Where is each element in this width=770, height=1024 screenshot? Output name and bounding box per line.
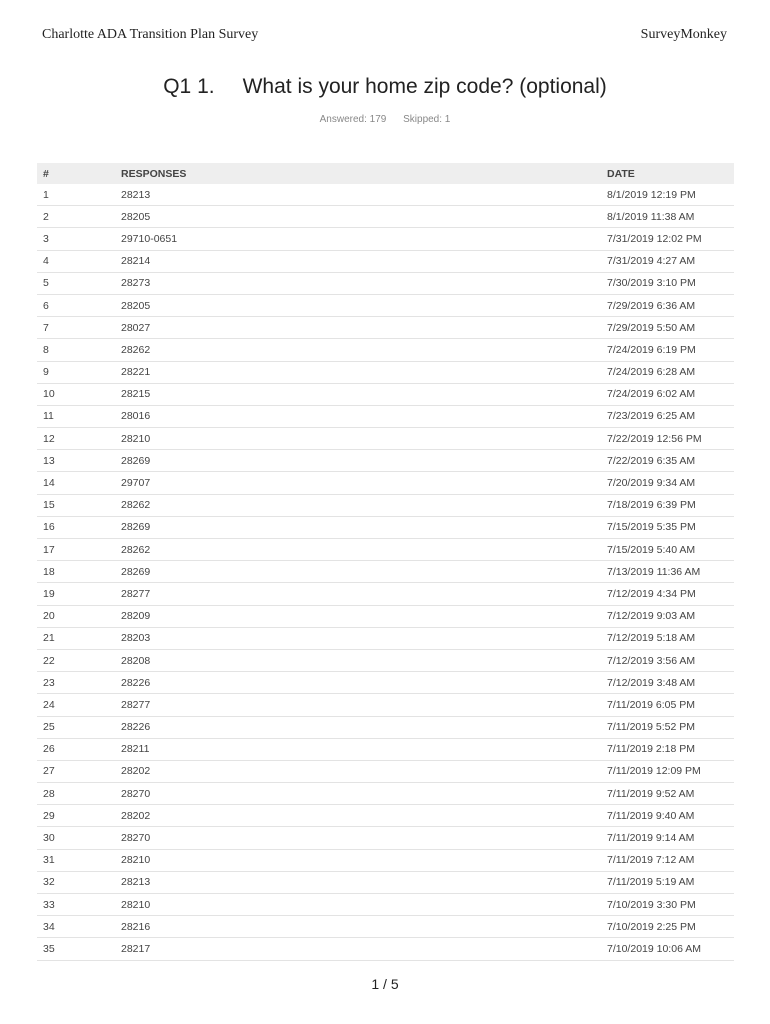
table-row (37, 894, 734, 916)
row-date: 7/11/2019 9:40 AM (601, 805, 734, 827)
row-response: 28221 (115, 361, 601, 383)
row-number: 35 (37, 938, 115, 960)
row-number: 7 (37, 317, 115, 339)
row-response: 28226 (115, 672, 601, 694)
table-header-row (37, 163, 734, 184)
table-row (37, 783, 734, 805)
table-row (37, 760, 734, 782)
row-response: 28270 (115, 783, 601, 805)
response-stats (0, 114, 770, 125)
row-date: 7/12/2019 4:34 PM (601, 583, 734, 605)
row-date: 7/23/2019 6:25 AM (601, 405, 734, 427)
document-title: Charlotte ADA Transition Plan Survey (42, 27, 259, 42)
row-date: 7/31/2019 12:02 PM (601, 228, 734, 250)
row-response: 28016 (115, 405, 601, 427)
table-row (37, 184, 734, 206)
table-row (37, 805, 734, 827)
table-row (37, 849, 734, 871)
row-number: 17 (37, 539, 115, 561)
table-row (37, 428, 734, 450)
row-number: 15 (37, 494, 115, 516)
row-date: 7/11/2019 6:05 PM (601, 694, 734, 716)
page-number: 1 / 5 (371, 976, 399, 992)
row-date: 7/11/2019 2:18 PM (601, 738, 734, 760)
row-response: 28027 (115, 317, 601, 339)
row-date: 7/11/2019 9:52 AM (601, 783, 734, 805)
table-row (37, 272, 734, 294)
row-response: 28211 (115, 738, 601, 760)
row-date: 7/10/2019 2:25 PM (601, 916, 734, 938)
table-row (37, 539, 734, 561)
row-number: 25 (37, 716, 115, 738)
row-date: 7/13/2019 11:36 AM (601, 561, 734, 583)
table-row (37, 228, 734, 250)
table-row (37, 583, 734, 605)
table-row (37, 472, 734, 494)
row-number: 27 (37, 760, 115, 782)
row-response: 28205 (115, 206, 601, 228)
table-row (37, 716, 734, 738)
row-date: 7/18/2019 6:39 PM (601, 494, 734, 516)
table-row (37, 206, 734, 228)
table-row (37, 605, 734, 627)
row-response: 28210 (115, 849, 601, 871)
row-number: 9 (37, 361, 115, 383)
row-response: 28213 (115, 871, 601, 893)
table-row (37, 339, 734, 361)
row-response: 28210 (115, 894, 601, 916)
brand-name: SurveyMonkey (640, 27, 727, 42)
table-row (37, 361, 734, 383)
row-number: 20 (37, 605, 115, 627)
row-date: 7/22/2019 6:35 AM (601, 450, 734, 472)
column-header-number: # (37, 163, 115, 184)
row-response: 28216 (115, 916, 601, 938)
table-row (37, 494, 734, 516)
row-number: 22 (37, 649, 115, 671)
row-number: 19 (37, 583, 115, 605)
row-date: 7/15/2019 5:40 AM (601, 539, 734, 561)
row-date: 7/24/2019 6:28 AM (601, 361, 734, 383)
column-header-date: DATE (601, 163, 734, 184)
row-response: 28214 (115, 250, 601, 272)
row-response: 28269 (115, 561, 601, 583)
row-number: 12 (37, 428, 115, 450)
row-response: 28277 (115, 583, 601, 605)
row-number: 23 (37, 672, 115, 694)
row-date: 7/20/2019 9:34 AM (601, 472, 734, 494)
row-number: 5 (37, 272, 115, 294)
row-date: 7/29/2019 6:36 AM (601, 294, 734, 316)
row-response: 28262 (115, 539, 601, 561)
table-row (37, 871, 734, 893)
row-date: 7/12/2019 5:18 AM (601, 627, 734, 649)
row-number: 6 (37, 294, 115, 316)
row-number: 18 (37, 561, 115, 583)
question-text: What is your home zip code? (optional) (242, 75, 607, 98)
row-date: 7/11/2019 7:12 AM (601, 849, 734, 871)
row-date: 7/31/2019 4:27 AM (601, 250, 734, 272)
table-row (37, 383, 734, 405)
table-row (37, 649, 734, 671)
table-row (37, 916, 734, 938)
row-number: 33 (37, 894, 115, 916)
row-number: 31 (37, 849, 115, 871)
table-row (37, 561, 734, 583)
row-date: 7/11/2019 5:52 PM (601, 716, 734, 738)
row-response: 28203 (115, 627, 601, 649)
table-row (37, 827, 734, 849)
row-response: 28269 (115, 516, 601, 538)
row-date: 7/30/2019 3:10 PM (601, 272, 734, 294)
row-response: 28210 (115, 428, 601, 450)
row-date: 7/29/2019 5:50 AM (601, 317, 734, 339)
question-title (0, 75, 770, 99)
column-header-responses: RESPONSES (115, 163, 601, 184)
row-date: 7/10/2019 3:30 PM (601, 894, 734, 916)
row-date: 7/11/2019 12:09 PM (601, 760, 734, 782)
row-date: 7/11/2019 9:14 AM (601, 827, 734, 849)
row-response: 28270 (115, 827, 601, 849)
row-response: 28262 (115, 494, 601, 516)
row-number: 24 (37, 694, 115, 716)
row-number: 3 (37, 228, 115, 250)
row-response: 28202 (115, 760, 601, 782)
row-date: 7/24/2019 6:19 PM (601, 339, 734, 361)
row-date: 7/12/2019 3:56 AM (601, 649, 734, 671)
row-number: 16 (37, 516, 115, 538)
row-response: 28205 (115, 294, 601, 316)
row-response: 28208 (115, 649, 601, 671)
table-row (37, 405, 734, 427)
row-date: 7/22/2019 12:56 PM (601, 428, 734, 450)
row-response: 29710-0651 (115, 228, 601, 250)
table-row (37, 250, 734, 272)
responses-table (37, 163, 734, 961)
row-response: 28217 (115, 938, 601, 960)
row-date: 7/15/2019 5:35 PM (601, 516, 734, 538)
table-row (37, 450, 734, 472)
row-number: 10 (37, 383, 115, 405)
row-date: 7/12/2019 9:03 AM (601, 605, 734, 627)
table-row (37, 294, 734, 316)
table-row (37, 738, 734, 760)
row-date: 7/11/2019 5:19 AM (601, 871, 734, 893)
row-response: 29707 (115, 472, 601, 494)
row-response: 28269 (115, 450, 601, 472)
skipped-count: Skipped: 1 (403, 114, 451, 125)
row-number: 13 (37, 450, 115, 472)
row-number: 21 (37, 627, 115, 649)
row-number: 32 (37, 871, 115, 893)
table-row (37, 694, 734, 716)
table-row (37, 938, 734, 960)
row-response: 28262 (115, 339, 601, 361)
row-number: 30 (37, 827, 115, 849)
row-date: 7/12/2019 3:48 AM (601, 672, 734, 694)
table-row (37, 516, 734, 538)
row-date: 8/1/2019 11:38 AM (601, 206, 734, 228)
row-response: 28277 (115, 694, 601, 716)
row-number: 26 (37, 738, 115, 760)
row-date: 7/10/2019 10:06 AM (601, 938, 734, 960)
row-response: 28215 (115, 383, 601, 405)
row-response: 28213 (115, 184, 601, 206)
row-date: 8/1/2019 12:19 PM (601, 184, 734, 206)
row-response: 28273 (115, 272, 601, 294)
row-response: 28226 (115, 716, 601, 738)
row-number: 29 (37, 805, 115, 827)
question-number: Q1 1. (163, 75, 215, 98)
answered-count: Answered: 179 (319, 114, 387, 125)
row-response: 28209 (115, 605, 601, 627)
table-row (37, 627, 734, 649)
row-number: 34 (37, 916, 115, 938)
table-row (37, 672, 734, 694)
row-number: 11 (37, 405, 115, 427)
row-number: 14 (37, 472, 115, 494)
table-row (37, 317, 734, 339)
row-number: 28 (37, 783, 115, 805)
row-number: 1 (37, 184, 115, 206)
row-response: 28202 (115, 805, 601, 827)
row-number: 2 (37, 206, 115, 228)
row-date: 7/24/2019 6:02 AM (601, 383, 734, 405)
row-number: 8 (37, 339, 115, 361)
row-number: 4 (37, 250, 115, 272)
